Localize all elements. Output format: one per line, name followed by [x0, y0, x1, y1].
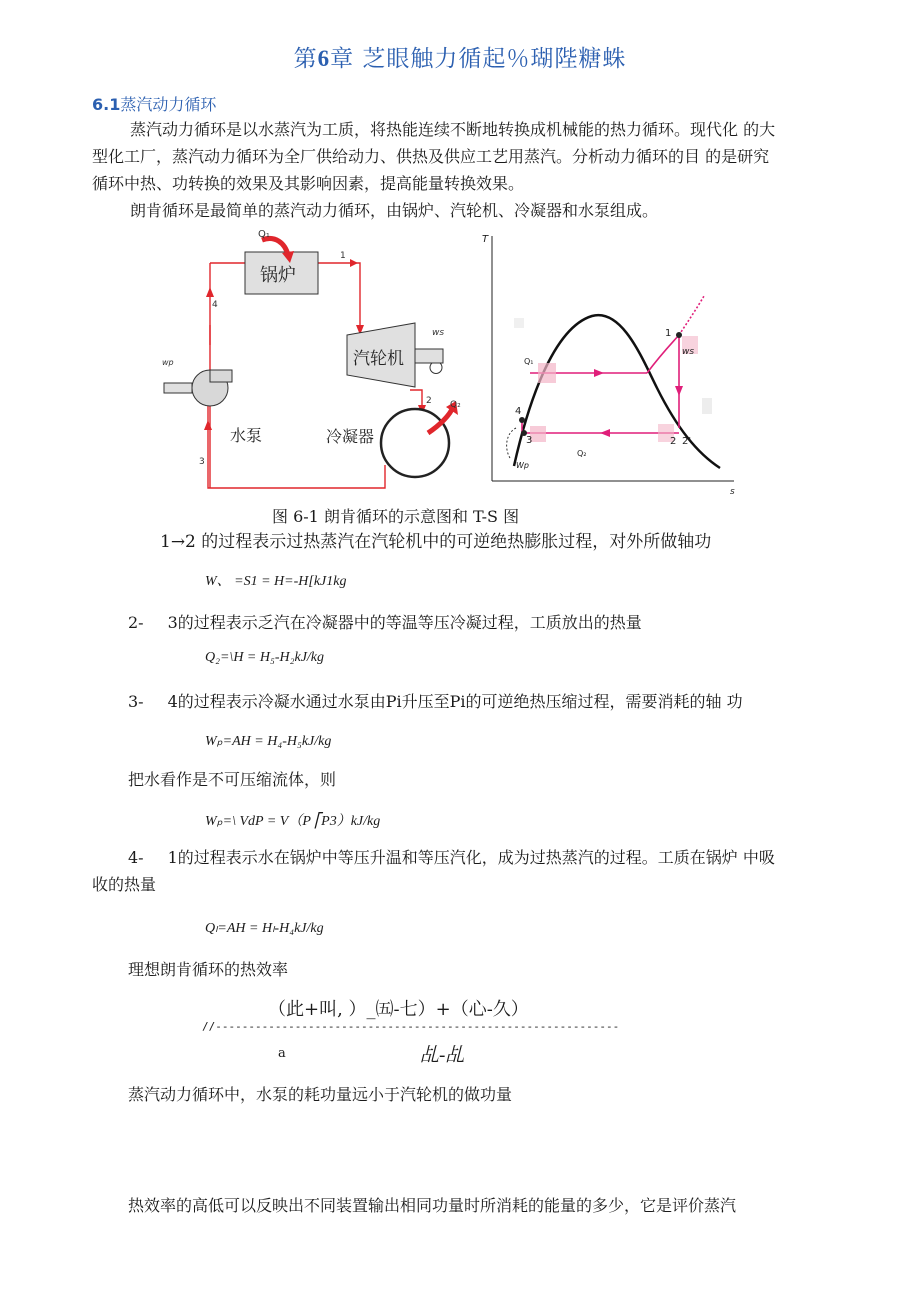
efficiency-denominator: 乩-乩 [420, 1045, 465, 1066]
svg-text:T: T [482, 234, 489, 245]
condenser-circle [381, 409, 449, 477]
figure-caption: 图 6-1 朗肯循环的示意图和 T-S 图 [272, 507, 520, 526]
efficiency-numerator: （此+叫, ）_㈤-七）+（心-久） [268, 999, 529, 1020]
eq-ws: W、 =S1 = H=-H[kJ1kg [205, 574, 347, 589]
incompressible-text: 把水看作是不可压缩流体，则 [128, 770, 337, 789]
svg-text:Q₁: Q₁ [258, 229, 270, 240]
svg-text:2: 2 [670, 436, 677, 447]
boiler-label: 锅炉 [260, 265, 296, 286]
svg-text:汽轮机: 汽轮机 [353, 349, 404, 369]
chapter-title: 第6章 芝眼触力循起％瑚陛糖蛛 [293, 46, 627, 72]
section-heading: 6.1蒸汽动力循环 [92, 95, 217, 114]
svg-text:Wp: Wp [516, 461, 529, 470]
svg-text:冷凝器: 冷凝器 [326, 427, 375, 446]
svg-text:4: 4 [515, 406, 522, 417]
svg-text:s: s [730, 487, 735, 497]
svg-text:Q₁: Q₁ [524, 357, 534, 366]
svg-text:wp: wp [162, 358, 174, 367]
svg-text:ws: ws [432, 328, 445, 338]
svg-text:2': 2' [682, 436, 692, 447]
pump-work-note: 蒸汽动力循环中，水泵的耗功量远小于汽轮机的做功量 [128, 1085, 513, 1104]
svg-text:水泵: 水泵 [230, 426, 263, 445]
rankine-schematic [150, 225, 470, 500]
step-3-4-text: 3- 4的过程表示冷凝水通过水泵由Pi升压至Pi的可逆绝热压缩过程，需要消耗的轴 功 [128, 692, 743, 711]
svg-text:2: 2 [426, 396, 432, 406]
svg-text:Q₂: Q₂ [577, 449, 587, 458]
eq-wp-integral: Wₚ=\ VdP = V（P ⎡P3）kJ/kg [205, 814, 381, 829]
svg-text:4: 4 [212, 300, 218, 310]
svg-text:3: 3 [199, 457, 205, 467]
step-4-1-text: 4- 1的过程表示水在锅炉中等压升温和等压汽化，成为过热蒸汽的过程。工质在锅炉 中吸 收的热量 [92, 848, 775, 894]
efficiency-a: a [278, 1046, 286, 1061]
intro-paragraph: 蒸汽动力循环是以水蒸汽为工质，将热能连续不断地转换成机械能的热力循环。现代化 的大 型化工厂，蒸汽动力循环为全厂供给动力、供热及供应工艺用蒸汽。分析动力循环的目 的是研究 循环中热、功转换的效果及其影响因素，提高能量转换效果。 朗肯循环是最简单的蒸汽动力循环，由锅炉、汽轮机、冷凝器和水泵组成。 [92, 120, 776, 220]
svg-text:1: 1 [665, 328, 672, 339]
eq-q1: Qₗ=AH = Hₗ-H₄kJ/kg [205, 921, 324, 936]
svg-text:Q₂: Q₂ [450, 400, 461, 410]
eq-q2: Q₂=\H = H₅-H₂kJ/kg [205, 650, 325, 665]
svg-text:3: 3 [526, 435, 533, 446]
efficiency-label: 理想朗肯循环的热效率 [128, 960, 289, 979]
svg-text:ws: ws [682, 347, 695, 357]
step-1-2-text: 1→2 的过程表示过热蒸汽在汽轮机中的可逆绝热膨胀过程，对外所做轴功 [160, 532, 712, 552]
eq-wp: Wₚ=AH = H₄-H₅kJ/kg [205, 734, 332, 749]
step-2-3-text: 2- 3的过程表示乏汽在冷凝器中的等温等压冷凝过程，工质放出的热量 [128, 613, 642, 632]
fraction-line: //------------------------------------------------------------- [202, 1020, 620, 1033]
svg-text:1: 1 [340, 251, 346, 261]
ts-diagram [482, 228, 742, 498]
last-line: 热效率的高低可以反映出不同装置输出相同功量时所消耗的能量的多少，它是评价蒸汽 [128, 1196, 737, 1215]
